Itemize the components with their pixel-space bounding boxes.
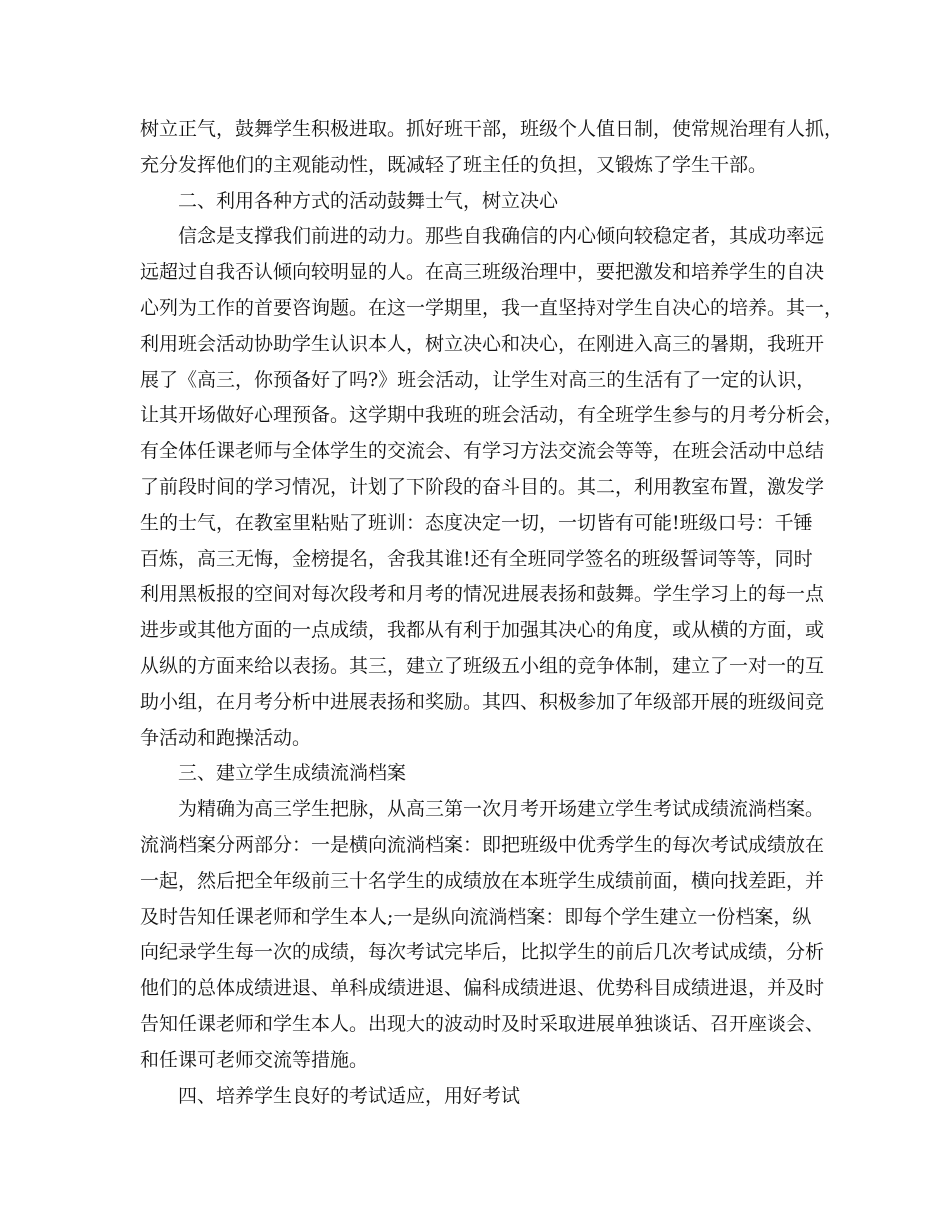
text-line: 进步或其他方面的一点成绩，我都从有利于加强其决心的角度，或从横的方面，或 [140, 619, 825, 642]
paragraph-first-line: 二、利用各种方式的活动鼓舞士气，树立决心 [178, 189, 559, 212]
text-line: 百炼，高三无悔，金榜提名，舍我其谁!还有全班同学签名的班级誓词等等，同时 [140, 547, 813, 570]
text-line: 充分发挥他们的主观能动性，既减轻了班主任的负担，又锻炼了学生干部。 [140, 153, 768, 176]
paragraph-first-line: 三、建立学生成绩流淌档案 [178, 762, 407, 785]
text-line: 心列为工作的首要咨询题。在这一学期里，我一直坚持对学生自决心的培养。其一， [140, 296, 844, 319]
text-line: 他们的总体成绩进退、单科成绩进退、偏科成绩进退、优势科目成绩进退，并及时 [140, 977, 825, 1000]
text-line: 生的士气，在教室里粘贴了班训：态度决定一切，一切皆有可能!班级口号：千锤 [140, 511, 813, 534]
text-line: 流淌档案分两部分：一是横向流淌档案：即把班级中优秀学生的每次考试成绩放在 [140, 833, 825, 856]
text-line: 了前段时间的学习情况，计划了下阶段的奋斗目的。其二，利用教室布置，激发学 [140, 475, 825, 498]
text-line: 利用班会活动协助学生认识本人，树立决心和决心，在刚进入高三的暑期，我班开 [140, 332, 825, 355]
paragraph-first-line: 四、培养学生良好的考试适应，用好考试 [178, 1084, 521, 1107]
text-line: 有全体任课老师与全体学生的交流会、有学习方法交流会等等，在班会活动中总结 [140, 440, 825, 463]
text-line: 远超过自我否认倾向较明显的人。在高三班级治理中，要把激发和培养学生的自决 [140, 261, 825, 284]
text-line: 一起，然后把全年级前三十名学生的成绩放在本班学生成绩前面，横向找差距，并 [140, 869, 825, 892]
text-line: 及时告知任课老师和学生本人;一是纵向流淌档案：即每个学生建立一份档案，纵 [140, 905, 812, 928]
text-line: 和任课可老师交流等措施。 [140, 1048, 369, 1071]
paragraph-first-line: 为精确为高三学生把脉，从高三第一次月考开场建立学生考试成绩流淌档案。 [178, 798, 825, 821]
paragraph-first-line: 信念是支撑我们前进的动力。那些自我确信的内心倾向较稳定者，其成功率远 [178, 225, 825, 248]
text-line: 利用黑板报的空间对每次段考和月考的情况进展表扬和鼓舞。学生学习上的每一点 [140, 583, 825, 606]
text-line: 告知任课老师和学生本人。出现大的波动时及时采取进展单独谈话、召开座谈会、 [140, 1012, 825, 1035]
text-line: 争活动和跑操活动。 [140, 726, 312, 749]
document-body [140, 112, 844, 1114]
text-line: 从纵的方面来给以表扬。其三，建立了班级五小组的竞争体制，建立了一对一的互 [140, 654, 825, 677]
text-line: 助小组，在月考分析中进展表扬和奖励。其四、积极参加了年级部开展的班级间竞 [140, 690, 825, 713]
text-line: 让其开场做好心理预备。这学期中我班的班会活动，有全班学生参与的月考分析会， [140, 404, 844, 427]
text-line: 向纪录学生每一次的成绩，每次考试完毕后，比拟学生的前后几次考试成绩，分析 [140, 941, 825, 964]
text-line: 展了《高三，你预备好了吗?》班会活动，让学生对高三的生活有了一定的认识， [140, 368, 816, 391]
text-line: 树立正气，鼓舞学生积极进取。抓好班干部，班级个人值日制，使常规治理有人抓， [140, 118, 844, 140]
